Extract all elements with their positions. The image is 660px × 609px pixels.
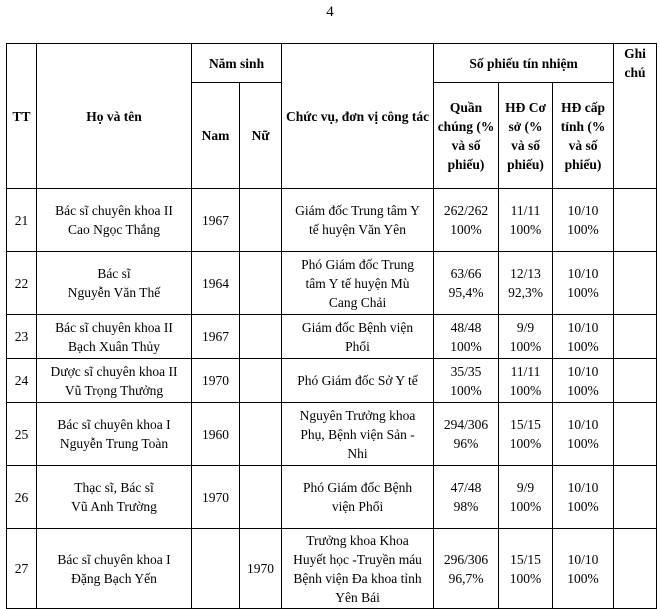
header-masses: Quần chúng (% và số phiếu) [434, 83, 499, 189]
table-row [7, 359, 657, 403]
row-birth-female: 1970 [240, 529, 282, 609]
header-row-top [7, 44, 657, 83]
page-number: 4 [326, 4, 334, 20]
row-masses-votes: 63/66 95,4% [434, 252, 499, 315]
row-provincial-votes: 10/10 100% [553, 529, 614, 609]
header-birth-year: Năm sinh [192, 44, 282, 83]
row-birth-male [192, 529, 240, 609]
row-position: Trưởng khoa Khoa Huyết học -Truyền máu Bệnh viện Đa khoa tỉnh Yên Bái [282, 529, 434, 609]
row-birth-female [240, 189, 282, 252]
row-note [614, 466, 657, 529]
row-name: Bác sĩ chuyên khoa II Bạch Xuân Thủy [37, 315, 192, 359]
table-row [7, 315, 657, 359]
header-base-council: HĐ Cơ sở (% và số phiếu) [499, 83, 553, 189]
row-tt: 23 [7, 315, 37, 359]
row-base-votes: 15/15 100% [499, 403, 553, 466]
row-note [614, 359, 657, 403]
row-name: Bác sĩ chuyên khoa I Đặng Bạch Yến [37, 529, 192, 609]
row-name: Bác sĩ chuyên khoa II Cao Ngọc Thắng [37, 189, 192, 252]
row-position: Phó Giám đốc Bệnh viện Phổi [282, 466, 434, 529]
table-row [7, 466, 657, 529]
row-position: Phó Giám đốc Sở Y tế [282, 359, 434, 403]
row-note [614, 403, 657, 466]
row-note [614, 252, 657, 315]
header-provincial-council: HĐ cấp tỉnh (% và số phiếu) [553, 83, 614, 189]
row-provincial-votes: 10/10 100% [553, 315, 614, 359]
row-masses-votes: 48/48 100% [434, 315, 499, 359]
header-position: Chức vụ, đơn vị công tác [282, 44, 434, 189]
row-name: Thạc sĩ, Bác sĩ Vũ Anh Trường [37, 466, 192, 529]
row-masses-votes: 294/306 96% [434, 403, 499, 466]
row-birth-male: 1967 [192, 189, 240, 252]
row-provincial-votes: 10/10 100% [553, 359, 614, 403]
row-position: Nguyên Trưởng khoa Phụ, Bệnh viện Sản - Nhi [282, 403, 434, 466]
row-provincial-votes: 10/10 100% [553, 466, 614, 529]
row-provincial-votes: 10/10 100% [553, 252, 614, 315]
row-tt: 26 [7, 466, 37, 529]
row-masses-votes: 35/35 100% [434, 359, 499, 403]
header-male: Nam [192, 83, 240, 189]
header-female: Nữ [240, 83, 282, 189]
row-name: Dược sĩ chuyên khoa II Vũ Trọng Thưởng [37, 359, 192, 403]
row-note [614, 315, 657, 359]
row-base-votes: 15/15 100% [499, 529, 553, 609]
row-tt: 21 [7, 189, 37, 252]
header-votes: Số phiếu tín nhiệm [434, 44, 614, 83]
row-position: Giám đốc Trung tâm Y tế huyện Văn Yên [282, 189, 434, 252]
header-tt: TT [7, 44, 37, 189]
row-masses-votes: 47/48 98% [434, 466, 499, 529]
row-birth-female [240, 252, 282, 315]
row-tt: 24 [7, 359, 37, 403]
row-birth-male: 1970 [192, 466, 240, 529]
table-row [7, 252, 657, 315]
row-tt: 27 [7, 529, 37, 609]
row-provincial-votes: 10/10 100% [553, 403, 614, 466]
row-base-votes: 11/11 100% [499, 189, 553, 252]
row-note [614, 529, 657, 609]
row-provincial-votes: 10/10 100% [553, 189, 614, 252]
table-row [7, 189, 657, 252]
row-masses-votes: 262/262 100% [434, 189, 499, 252]
row-base-votes: 9/9 100% [499, 315, 553, 359]
row-name: Bác sĩ Nguyễn Văn Thế [37, 252, 192, 315]
table-row [7, 403, 657, 466]
table-row [7, 529, 657, 609]
row-base-votes: 11/11 100% [499, 359, 553, 403]
row-birth-male: 1970 [192, 359, 240, 403]
row-position: Phó Giám đốc Trung tâm Y tế huyện Mù Cang Chải [282, 252, 434, 315]
candidate-table [6, 43, 657, 609]
row-birth-male: 1967 [192, 315, 240, 359]
row-birth-male: 1964 [192, 252, 240, 315]
row-tt: 22 [7, 252, 37, 315]
row-birth-female [240, 315, 282, 359]
row-masses-votes: 296/306 96,7% [434, 529, 499, 609]
row-base-votes: 9/9 100% [499, 466, 553, 529]
row-birth-female [240, 466, 282, 529]
row-position: Giám đốc Bệnh viện Phổi [282, 315, 434, 359]
row-note [614, 189, 657, 252]
row-birth-male: 1960 [192, 403, 240, 466]
row-birth-female [240, 403, 282, 466]
header-notes: Ghi chú [614, 44, 657, 189]
row-base-votes: 12/13 92,3% [499, 252, 553, 315]
header-name: Họ và tên [37, 44, 192, 189]
row-name: Bác sĩ chuyên khoa I Nguyễn Trung Toàn [37, 403, 192, 466]
row-tt: 25 [7, 403, 37, 466]
row-birth-female [240, 359, 282, 403]
